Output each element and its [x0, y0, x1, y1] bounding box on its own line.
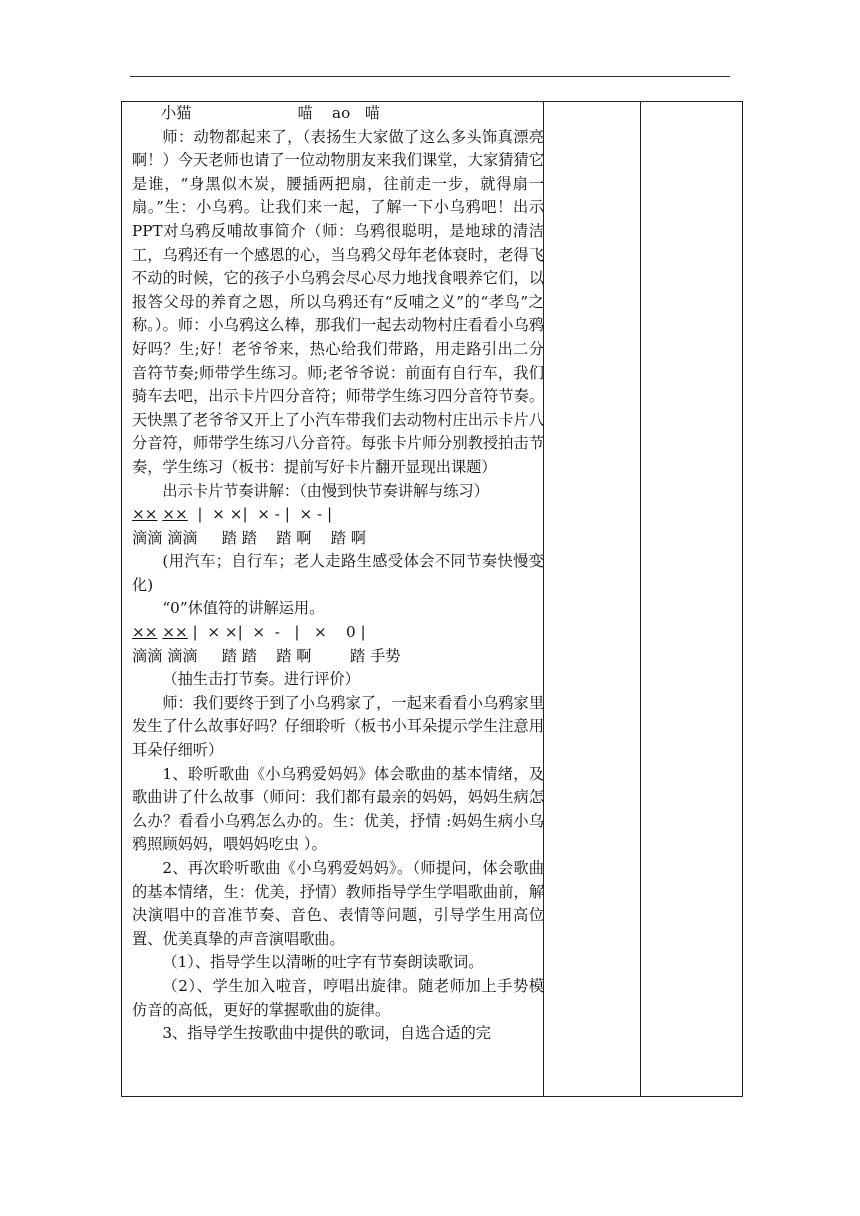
- rhythm-notation-2: [132, 621, 544, 645]
- paragraph-story: 师：我们要终于到了小乌鸦家了，一起来看看小乌鸦家里发生了什么故事好吗？仔细聆听（板书小耳朵提示学生注意用耳朵仔细听）: [132, 693, 544, 760]
- paragraph-step-2: （2）、学生加入啦音，哼唱出旋律。随老师加上手势模仿音的高低，更好的掌握歌曲的旋律。: [132, 976, 544, 1019]
- rhythm-words-2: 滴滴 滴滴 踏 踏 踏 啊 踏 手势: [132, 646, 401, 665]
- paragraph-listen-1: 1、聆听歌曲《小乌鸦爱妈妈》体会歌曲的基本情绪，及歌曲讲了什么故事（师问：我们都有最亲的妈妈，妈妈生病怎么办？看看小乌鸦怎么办的。生：优美，抒情 :妈妈生病小乌鸦照顾妈妈，喂妈妈吃虫 ）。: [132, 764, 544, 854]
- paragraph-rhythm-cards: 出示卡片节奏讲解：（由慢到快节奏讲解与练习）: [162, 481, 489, 500]
- rhythm-eighth-2a: ××: [132, 623, 158, 642]
- paragraph-step-3: 3、指导学生按歌曲中提供的歌词，自选合适的完: [162, 1024, 491, 1043]
- paragraph-intro: 师：动物都起来了，（表扬生大家做了这么多头饰真漂亮啊！）今天老师也请了一位动物朋友来我们课堂，大家猜猜它是谁，“身黑似木炭，腰插两把扇，往前走一步，就得扇一扇。”生：小乌鸦。让我们来一起，了解一下小乌鸦吧！出示PPT对乌鸦反哺故事简介（师：乌鸦很聪明，是地球的清洁工，乌鸦还有一个感恩的心，当乌鸦父母年老体衰时，老得飞不动的时候，它的孩子小乌鸦会尽心尽力地找食喂养它们，以报答父母的养育之恩，所以乌鸦还有“反哺之义”的“孝鸟”之称。）。师：小乌鸦这么棒，那我们一起去动物村庄看看小乌鸦好吗？生;好！老爷爷来，热心给我们带路，用走路引出二分音符节奏;师带学生练习。师;老爷爷说：前面有自行车，我们骑车去吧，出示卡片四分音符；师带学生练习四分音符节奏。天快黑了老爷爷又开上了小汽车带我们去动物村庄出示卡片八分音符，师带学生练习八分音符。每张卡片师分别教授拍击节奏，学生练习（板书：提前写好卡片翻开显现出课题）: [132, 127, 544, 476]
- column-divider-2: [640, 102, 641, 1096]
- paragraph-rest-symbol: “0”休值符的讲解运用。: [162, 599, 325, 618]
- rhythm-notation-1: [132, 503, 544, 527]
- paragraph-listen-2: 2、再次聆听歌曲《小乌鸦爱妈妈》。（师提问，体会歌曲的基本情绪，生：优美，抒情）教师指导学生学唱歌曲前，解决演唱中的音准节奏、音色、表情等问题，引导学生用高位置、优美真挚的声音演唱歌曲。: [132, 859, 544, 948]
- paragraph-speed-change: (用汽车；自行车；老人走路生感受体会不同节奏快慢变化): [132, 552, 544, 594]
- header-rule: [130, 76, 730, 77]
- paragraph-step-1: （1）、指导学生以清晰的吐字有节奏朗读歌词。: [162, 953, 484, 972]
- animal-sound-line: 小猫 喵 ao 喵: [132, 104, 380, 122]
- rhythm-rest-2: | × ×| × - | × 0 |: [187, 623, 366, 642]
- rhythm-rest-1: | × ×| × - | × - |: [187, 505, 333, 524]
- rhythm-eighth-2b: ××: [162, 623, 188, 642]
- lesson-table: [121, 101, 743, 1097]
- rhythm-words-1: 滴滴 滴滴 踏 踏 踏 啊 踏 啊: [132, 528, 366, 547]
- lesson-content-column: [132, 102, 544, 1046]
- rhythm-eighth-1a: ××: [132, 505, 158, 524]
- rhythm-eighth-1b: ××: [162, 505, 188, 524]
- paragraph-evaluation: （抽生击打节奏。进行评价）: [162, 670, 360, 689]
